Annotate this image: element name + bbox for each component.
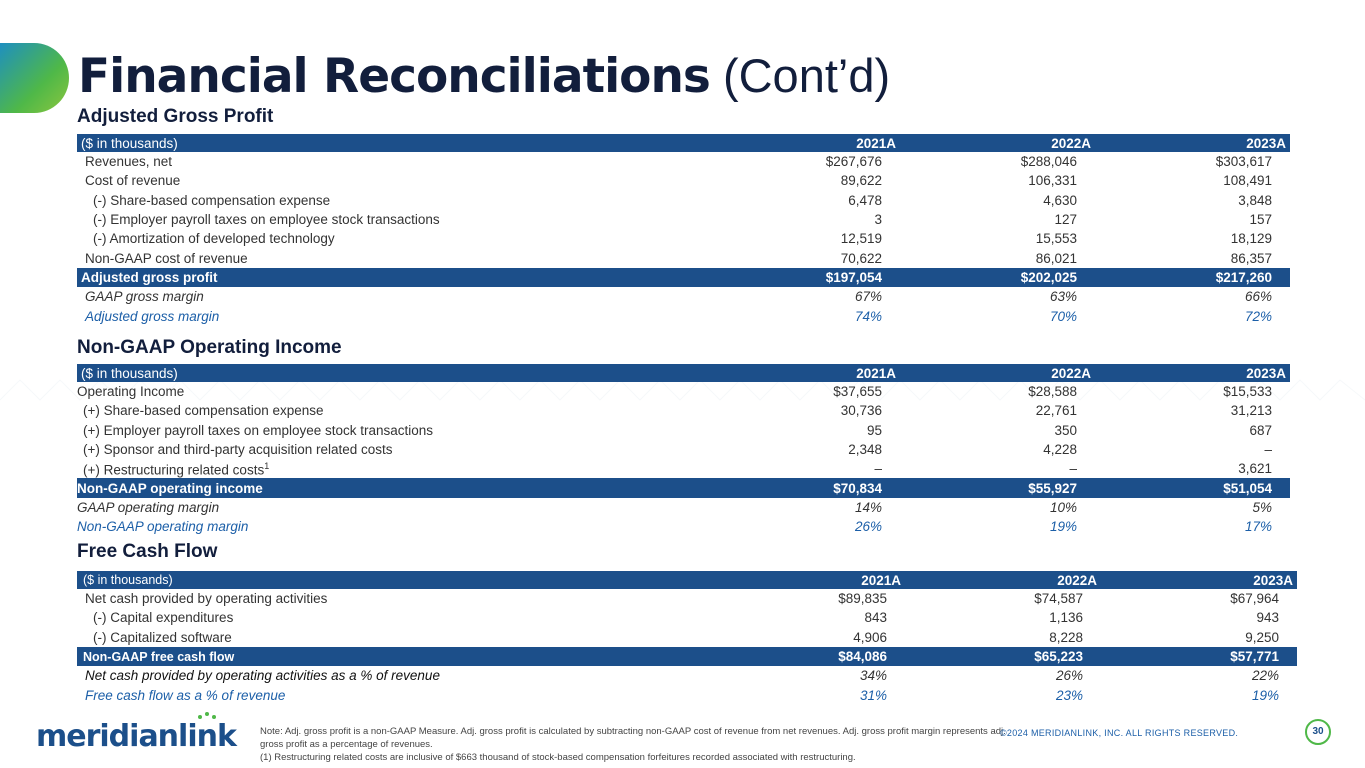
table-row [77, 229, 1290, 248]
table-row [77, 628, 1297, 647]
cell-2023: – [1264, 442, 1272, 458]
row-label: (+) Share-based compensation expense [83, 403, 324, 419]
cell-2022: 22,761 [1035, 403, 1077, 419]
table-row [77, 421, 1290, 440]
table-row [77, 440, 1290, 459]
cell-2023: 5% [1252, 499, 1272, 515]
row-label: Adjusted gross profit [77, 268, 717, 287]
note-line-1: Note: Adj. gross profit is a non-GAAP Measure. Adj. gross profit is calculated by subtracting non-GAAP cost of revenue from net revenues. Adj. gross profit margin represents adj. gross profit as a percentage of revenues. [260, 726, 1006, 750]
cell-2023: $303,617 [1215, 154, 1272, 170]
section-title-non-gaap-operating-income: Non-GAAP Operating Income [77, 337, 342, 358]
cell-2022: 63% [1049, 289, 1077, 305]
non-gaap-operating-income-table [77, 364, 1290, 536]
cell-2023: 108,491 [1223, 173, 1272, 189]
table-row [77, 248, 1290, 267]
table-row [77, 191, 1290, 210]
cell-2023: 17% [1244, 519, 1272, 535]
cell-2022: 8,228 [1049, 629, 1083, 645]
leaf-decoration [0, 43, 69, 113]
row-label: Net cash provided by operating activities as a % of revenue [85, 668, 440, 684]
cell-2022: 86,021 [1035, 250, 1077, 266]
header-2021: 2021A [717, 134, 900, 152]
cell-2023: 72% [1244, 308, 1272, 324]
cell-2021: $89,835 [838, 591, 887, 607]
logo-text: meridianlink [36, 719, 236, 750]
cell-2023: $51,054 [1095, 478, 1290, 497]
cell-2022: 26% [1055, 668, 1083, 684]
table-header-row [77, 571, 1297, 589]
cell-2023: 22% [1251, 668, 1279, 684]
cell-2021: 74% [854, 308, 882, 324]
copyright: ©2024 MERIDIANLINK, INC. ALL RIGHTS RESERVED. [1000, 728, 1239, 738]
cell-2021: 843 [864, 610, 887, 626]
row-label: (-) Share-based compensation expense [93, 192, 331, 208]
row-label: (+) Employer payroll taxes on employee stock transactions [83, 422, 434, 438]
cell-2022: $288,046 [1020, 154, 1077, 170]
page-title [78, 46, 890, 107]
row-label: Cost of revenue [85, 173, 181, 189]
table-row [77, 589, 1297, 608]
header-2022: 2022A [900, 364, 1095, 382]
header-2023: 2023A [1095, 364, 1290, 382]
title-light: (Cont’d) [722, 49, 891, 102]
row-label: (+) Sponsor and third-party acquisition related costs [83, 442, 393, 458]
cell-2021: 95 [866, 422, 882, 438]
cell-2021: 4,906 [853, 629, 887, 645]
table-row [77, 306, 1290, 325]
cell-2022: $55,927 [900, 478, 1095, 497]
cell-2021: – [874, 461, 882, 477]
cell-2021: 70,622 [840, 250, 882, 266]
table-row [77, 498, 1290, 517]
table-row [77, 666, 1297, 685]
header-2021: 2021A [717, 571, 905, 589]
cell-2021: 14% [854, 499, 882, 515]
cell-2023: 66% [1244, 289, 1272, 305]
cell-2022: $65,223 [905, 647, 1101, 666]
meridianlink-logo [36, 710, 246, 750]
table-header-row [77, 364, 1290, 382]
cell-2023: 19% [1251, 687, 1279, 703]
total-row [77, 647, 1297, 666]
cell-2022: $74,587 [1034, 591, 1083, 607]
row-label: (-) Employer payroll taxes on employee stock transactions [93, 212, 440, 228]
header-2023: 2023A [1095, 134, 1290, 152]
cell-2023: 943 [1256, 610, 1279, 626]
cell-2023: 3,848 [1238, 192, 1272, 208]
cell-2021: 3 [874, 212, 882, 228]
cell-2021: 12,519 [840, 231, 882, 247]
footnote [260, 725, 1020, 764]
note-line-2: (1) Restructuring related costs are inclusive of $663 thousand of stock-based compensation forfeitures recorded associated with restructuring. [260, 752, 856, 763]
cell-2022: 15,553 [1035, 231, 1077, 247]
cell-2022: 4,630 [1043, 192, 1077, 208]
cell-2023: 31,213 [1230, 403, 1272, 419]
header-2021: 2021A [717, 364, 900, 382]
row-label: (-) Capital expenditures [93, 610, 234, 626]
table-row [77, 608, 1297, 627]
table-row [77, 517, 1290, 536]
cell-2022: 70% [1049, 308, 1077, 324]
header-units: ($ in thousands) [77, 364, 717, 382]
header-units: ($ in thousands) [77, 134, 717, 152]
cell-2021: 31% [859, 687, 887, 703]
section-title-adjusted-gross-profit: Adjusted Gross Profit [77, 106, 274, 127]
cell-2023: 3,621 [1238, 461, 1272, 477]
table-header-row [77, 134, 1290, 152]
footnote-marker: 1 [264, 460, 270, 471]
total-row [77, 478, 1290, 497]
cell-2021: $37,655 [833, 384, 882, 400]
table-row [77, 382, 1290, 401]
table-row [77, 210, 1290, 229]
row-label: GAAP gross margin [85, 289, 204, 305]
row-label: Adjusted gross margin [85, 308, 220, 324]
row-label: Non-GAAP free cash flow [77, 647, 717, 666]
cell-2022: $28,588 [1028, 384, 1077, 400]
free-cash-flow-table [77, 571, 1297, 705]
cell-2022: $202,025 [900, 268, 1095, 287]
cell-2021: $267,676 [825, 154, 882, 170]
header-units: ($ in thousands) [77, 571, 717, 589]
cell-2023: 86,357 [1230, 250, 1272, 266]
row-label-text: (+) Restructuring related costs [83, 462, 265, 478]
cell-2022: 19% [1049, 519, 1077, 535]
row-label: Free cash flow as a % of revenue [85, 687, 286, 703]
cell-2021: 34% [859, 668, 887, 684]
cell-2022: 23% [1055, 687, 1083, 703]
header-2022: 2022A [900, 134, 1095, 152]
row-label [77, 459, 717, 478]
cell-2022: 10% [1049, 499, 1077, 515]
cell-2022: 350 [1054, 422, 1077, 438]
cell-2021: 30,736 [840, 403, 882, 419]
row-label: Non-GAAP operating margin [77, 519, 249, 535]
table-row [77, 171, 1290, 190]
cell-2021: 26% [854, 519, 882, 535]
header-2022: 2022A [905, 571, 1101, 589]
cell-2023: $57,771 [1101, 647, 1297, 666]
cell-2023: $15,533 [1223, 384, 1272, 400]
cell-2021: 6,478 [848, 192, 882, 208]
row-label: Revenues, net [85, 154, 173, 170]
header-2023: 2023A [1101, 571, 1297, 589]
section-title-free-cash-flow: Free Cash Flow [77, 541, 218, 562]
row-label: Non-GAAP operating income [77, 478, 717, 497]
cell-2021: 89,622 [840, 173, 882, 189]
total-row [77, 268, 1290, 287]
table-row [77, 401, 1290, 420]
row-label: Non-GAAP cost of revenue [85, 250, 248, 266]
row-label: (-) Capitalized software [93, 629, 232, 645]
cell-2023: 157 [1249, 212, 1272, 228]
cell-2021: $197,054 [717, 268, 900, 287]
cell-2022: 4,228 [1043, 442, 1077, 458]
row-label: (-) Amortization of developed technology [93, 231, 335, 247]
cell-2023: 18,129 [1230, 231, 1272, 247]
adjusted-gross-profit-table [77, 134, 1290, 326]
row-label: Net cash provided by operating activities [85, 591, 328, 607]
cell-2023: 687 [1249, 422, 1272, 438]
cell-2023: $217,260 [1095, 268, 1290, 287]
row-label: GAAP operating margin [77, 499, 220, 515]
cell-2021: 2,348 [848, 442, 882, 458]
cell-2022: 106,331 [1028, 173, 1077, 189]
cell-2021: $84,086 [717, 647, 905, 666]
cell-2023: 9,250 [1245, 629, 1279, 645]
table-row [77, 685, 1297, 704]
cell-2022: – [1069, 461, 1077, 477]
table-row [77, 459, 1290, 478]
page-number: 30 [1305, 719, 1331, 745]
cell-2021: $70,834 [717, 478, 900, 497]
row-label: Operating Income [77, 384, 185, 400]
cell-2022: 127 [1054, 212, 1077, 228]
cell-2023: $67,964 [1230, 591, 1279, 607]
cell-2022: 1,136 [1049, 610, 1083, 626]
cell-2021: 67% [854, 289, 882, 305]
title-bold: Financial Reconciliations [78, 49, 710, 104]
table-row [77, 152, 1290, 171]
table-row [77, 287, 1290, 306]
